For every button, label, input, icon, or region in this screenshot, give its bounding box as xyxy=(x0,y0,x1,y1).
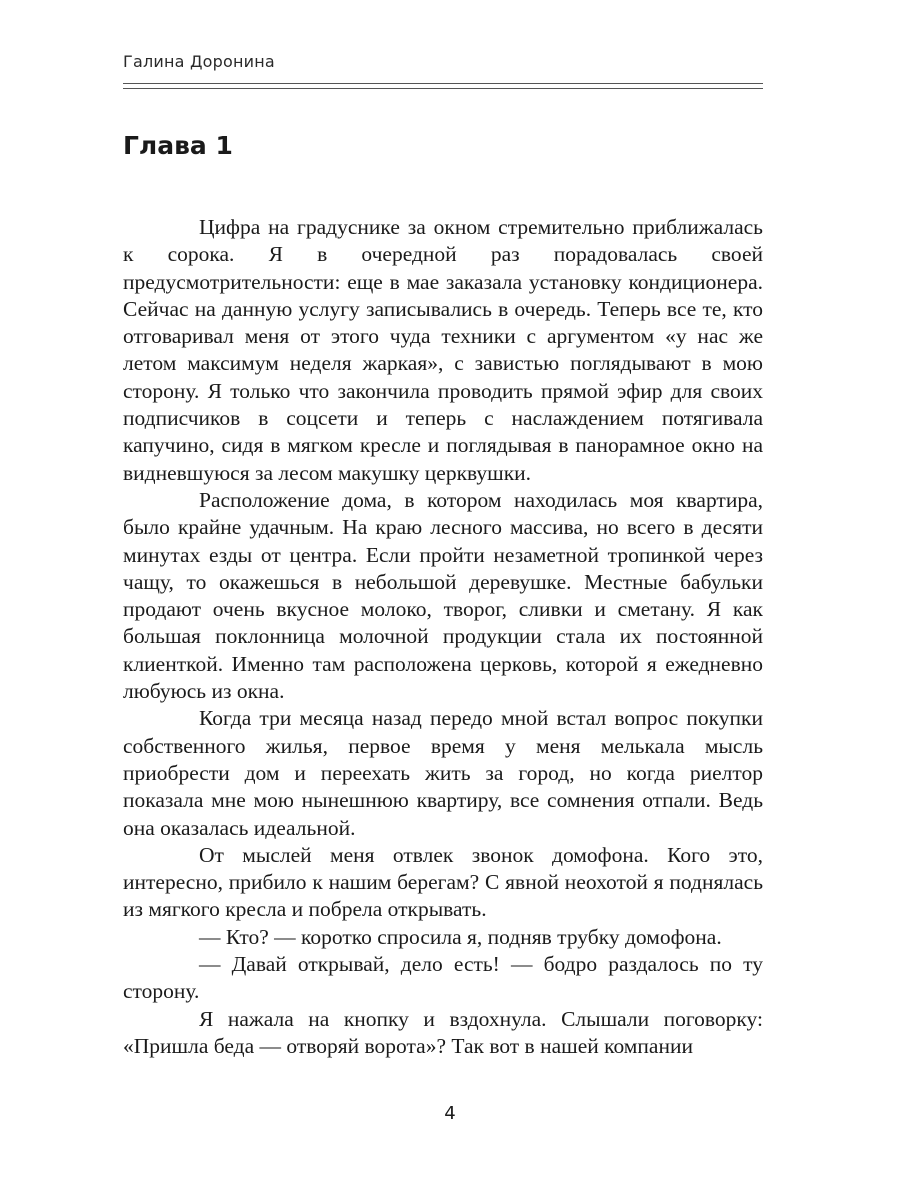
paragraph: Когда три месяца назад передо мной встал вопрос покупки собственного жилья, первое время у меня мелькала мысль приобрести дом и переехать жить за город, но когда риелтор показала мне мою нынешнюю квартиру, все сомнения отпали. Ведь она оказалась идеальной. xyxy=(123,706,763,840)
running-header-author: Галина Доронина xyxy=(123,52,275,71)
body-text xyxy=(123,214,763,1060)
header-rule-top xyxy=(123,83,763,84)
dialogue-line: — Кто? — коротко спросила я, подняв трубку домофона. xyxy=(199,924,722,949)
paragraph: От мыслей меня отвлек звонок домофона. Кого это, интересно, прибило к нашим берегам? С явной неохотой я поднялась из мягкого кресла и побрела открывать. xyxy=(123,842,763,922)
page-number: 4 xyxy=(444,1103,456,1124)
dialogue-line: — Давай открывай, дело есть! — бодро раздалось по ту сторону. xyxy=(123,952,763,1004)
paragraph: Расположение дома, в котором находилась моя квартира, было крайне удачным. На краю лесного массива, но всего в десяти минутах езды от центра. Если пройти незаметной тропинкой через чащу, то окажешься в небольшой деревушке. Местные бабульки продают очень вкусное молоко, творог, сливки и сметану. Я как большая поклонница молочной продукции стала их постоянной клиенткой. Именно там расположена церковь, которой я ежедневно любуюсь из окна. xyxy=(123,487,763,704)
chapter-title: Глава 1 xyxy=(123,131,233,160)
paragraph: Цифра на градуснике за окном стремительно приближалась к сорока. Я в очередной раз порадовалась своей предусмотрительности: еще в мае заказала установку кондиционера. Сейчас на данную услугу записывались в очередь. Теперь все те, кто отговаривал меня от этого чуда техники с аргументом «у нас же летом максимум неделя жаркая», с завистью поглядывают в мою сторону. Я только что закончила проводить прямой эфир для своих подписчиков в соцсети и теперь с наслаждением потягивала капучино, сидя в мягком кресле и поглядывая в панорамное окно на видневшуюся за лесом макушку церквушки. xyxy=(123,215,763,485)
header-rule-bottom xyxy=(123,88,763,89)
paragraph: Я нажала на кнопку и вздохнула. Слышали поговорку: «Пришла беда — отворяй ворота»? Так вот в нашей компании xyxy=(123,1006,763,1058)
